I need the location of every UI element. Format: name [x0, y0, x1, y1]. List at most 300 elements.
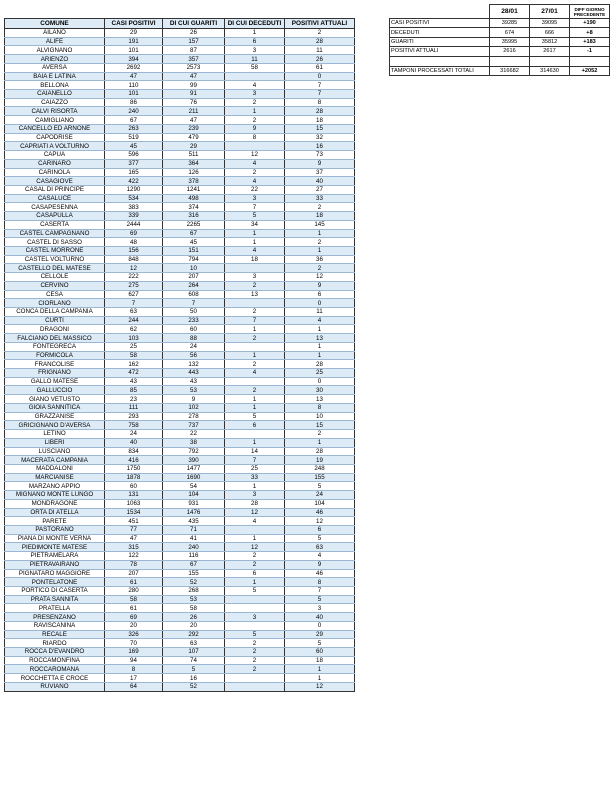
cell-guariti: 52 — [163, 682, 225, 691]
table-row — [5, 499, 355, 508]
cell-comune: GALLO MATESE — [5, 377, 105, 386]
cell-comune: ROCCAMONFINA — [5, 656, 105, 665]
table-row — [5, 185, 355, 194]
table-row — [5, 255, 355, 264]
cell-deceduti: 3 — [225, 90, 285, 99]
cell-deceduti — [225, 377, 285, 386]
cell-deceduti — [225, 72, 285, 81]
table-row — [5, 107, 355, 116]
cell-comune: MONDRAGONE — [5, 499, 105, 508]
cell-deceduti: 1 — [225, 578, 285, 587]
cell-guariti: 104 — [163, 491, 225, 500]
summary-cell-diff: +8 — [570, 28, 610, 37]
summary-row — [390, 66, 610, 75]
cell-casi-positivi: 48 — [105, 238, 163, 247]
cell-guariti: 364 — [163, 159, 225, 168]
cell-casi-positivi: 383 — [105, 203, 163, 212]
cell-guariti: 132 — [163, 360, 225, 369]
cell-comune: RIARDO — [5, 639, 105, 648]
cell-guariti: 20 — [163, 621, 225, 630]
table-row — [5, 325, 355, 334]
table-row — [5, 682, 355, 691]
cell-deceduti: 4 — [225, 159, 285, 168]
cell-deceduti: 34 — [225, 220, 285, 229]
cell-positivi-attuali: 73 — [285, 151, 355, 160]
cell-guariti: 53 — [163, 595, 225, 604]
cell-comune: ROCCAROMANA — [5, 665, 105, 674]
cell-comune: CASAGIOVE — [5, 177, 105, 186]
cell-guariti: 116 — [163, 552, 225, 561]
cell-comune: LETINO — [5, 430, 105, 439]
summary-row — [390, 56, 610, 66]
cell-positivi-attuali: 28 — [285, 447, 355, 456]
cell-positivi-attuali: 11 — [285, 308, 355, 317]
cell-deceduti: 22 — [225, 185, 285, 194]
cell-guariti: 52 — [163, 578, 225, 587]
cell-guariti: 45 — [163, 238, 225, 247]
cell-comune: FRANCOLISE — [5, 360, 105, 369]
cell-comune: GRICIGNANO D'AVERSA — [5, 421, 105, 430]
cell-guariti: 1477 — [163, 464, 225, 473]
cell-positivi-attuali: 13 — [285, 395, 355, 404]
cell-comune: FONTEGRECA — [5, 342, 105, 351]
cell-comune: PIANA DI MONTE VERNA — [5, 534, 105, 543]
summary-cell-label: TAMPONI PROCESSATI TOTALI — [390, 66, 490, 75]
summary-cell-previous — [530, 56, 570, 66]
cell-comune: CONCA DELLA CAMPANIA — [5, 308, 105, 317]
cell-guariti: 56 — [163, 351, 225, 360]
summary-cell-previous: 314630 — [530, 66, 570, 75]
cell-deceduti: 2 — [225, 639, 285, 648]
cell-casi-positivi: 62 — [105, 325, 163, 334]
cell-casi-positivi: 1063 — [105, 499, 163, 508]
cell-positivi-attuali: 60 — [285, 648, 355, 657]
summary-cell-label: GUARITI — [390, 37, 490, 46]
summary-cell-previous: 35812 — [530, 37, 570, 46]
cell-comune: CAIAZZO — [5, 98, 105, 107]
cell-casi-positivi: 758 — [105, 421, 163, 430]
cell-positivi-attuali: 1 — [285, 665, 355, 674]
cell-deceduti — [225, 595, 285, 604]
cell-guariti: 58 — [163, 604, 225, 613]
cell-guariti: 1241 — [163, 185, 225, 194]
cell-casi-positivi: 70 — [105, 639, 163, 648]
cell-guariti: 157 — [163, 37, 225, 46]
cell-guariti: 737 — [163, 421, 225, 430]
cell-comune: CAMIGLIANO — [5, 116, 105, 125]
cell-guariti: 99 — [163, 81, 225, 90]
cell-positivi-attuali: 27 — [285, 185, 355, 194]
cell-casi-positivi: 86 — [105, 98, 163, 107]
cell-casi-positivi: 69 — [105, 229, 163, 238]
cell-casi-positivi: 2444 — [105, 220, 163, 229]
table-row — [5, 430, 355, 439]
table-row — [5, 508, 355, 517]
cell-positivi-attuali: 8 — [285, 403, 355, 412]
table-row — [5, 290, 355, 299]
table-row — [5, 517, 355, 526]
table-row — [5, 229, 355, 238]
cell-casi-positivi: 8 — [105, 665, 163, 674]
cell-casi-positivi: 63 — [105, 308, 163, 317]
table-row — [5, 220, 355, 229]
cell-guariti: 240 — [163, 543, 225, 552]
cell-positivi-attuali: 28 — [285, 360, 355, 369]
table-row — [5, 281, 355, 290]
cell-deceduti: 1 — [225, 482, 285, 491]
cell-guariti: 91 — [163, 90, 225, 99]
cell-comune: FALCIANO DEL MASSICO — [5, 334, 105, 343]
cell-deceduti: 2 — [225, 308, 285, 317]
table-row — [5, 456, 355, 465]
table-row — [5, 81, 355, 90]
cell-deceduti — [225, 142, 285, 151]
cell-comune: CASTEL MORRONE — [5, 246, 105, 255]
cell-guariti: 87 — [163, 46, 225, 55]
cell-deceduti: 3 — [225, 491, 285, 500]
cell-guariti: 151 — [163, 246, 225, 255]
table-row — [5, 63, 355, 72]
summary-cell-diff: -1 — [570, 47, 610, 56]
cell-positivi-attuali: 1 — [285, 229, 355, 238]
summary-cell-previous: 666 — [530, 28, 570, 37]
cell-comune: LUSCIANO — [5, 447, 105, 456]
cell-positivi-attuali: 5 — [285, 595, 355, 604]
summary-header-row — [390, 5, 610, 19]
summary-cell-diff: +190 — [570, 19, 610, 28]
cell-casi-positivi: 416 — [105, 456, 163, 465]
cell-casi-positivi: 339 — [105, 212, 163, 221]
cell-casi-positivi: 1878 — [105, 473, 163, 482]
cell-casi-positivi: 45 — [105, 142, 163, 151]
cell-positivi-attuali: 7 — [285, 587, 355, 596]
cell-casi-positivi: 627 — [105, 290, 163, 299]
cell-comune: CASTEL VOLTURNO — [5, 255, 105, 264]
cell-positivi-attuali: 30 — [285, 386, 355, 395]
cell-guariti: 794 — [163, 255, 225, 264]
cell-casi-positivi: 534 — [105, 194, 163, 203]
cell-positivi-attuali: 2 — [285, 203, 355, 212]
cell-deceduti: 4 — [225, 177, 285, 186]
cell-positivi-attuali: 4 — [285, 316, 355, 325]
cell-guariti: 74 — [163, 656, 225, 665]
cell-deceduti: 5 — [225, 412, 285, 421]
cell-deceduti: 12 — [225, 543, 285, 552]
cell-deceduti: 5 — [225, 587, 285, 596]
cell-positivi-attuali: 2 — [285, 430, 355, 439]
table-row — [5, 525, 355, 534]
cell-comune: CASTELLO DEL MATESE — [5, 264, 105, 273]
cell-casi-positivi: 156 — [105, 246, 163, 255]
cell-casi-positivi: 244 — [105, 316, 163, 325]
cell-positivi-attuali: 5 — [285, 534, 355, 543]
cell-guariti: 608 — [163, 290, 225, 299]
cell-deceduti: 2 — [225, 552, 285, 561]
cell-positivi-attuali: 248 — [285, 464, 355, 473]
cell-deceduti: 18 — [225, 255, 285, 264]
cell-casi-positivi: 77 — [105, 525, 163, 534]
cell-guariti: 357 — [163, 55, 225, 64]
cell-casi-positivi: 12 — [105, 264, 163, 273]
cell-guariti: 316 — [163, 212, 225, 221]
table-row — [5, 133, 355, 142]
cell-deceduti — [225, 299, 285, 308]
summary-cell-current: 35995 — [490, 37, 530, 46]
cell-positivi-attuali: 5 — [285, 639, 355, 648]
cell-casi-positivi: 222 — [105, 273, 163, 282]
cell-guariti: 207 — [163, 273, 225, 282]
cell-positivi-attuali: 2 — [285, 264, 355, 273]
cell-deceduti: 2 — [225, 665, 285, 674]
cell-positivi-attuali: 16 — [285, 142, 355, 151]
cell-guariti: 29 — [163, 142, 225, 151]
cell-casi-positivi: 293 — [105, 412, 163, 421]
cell-positivi-attuali: 25 — [285, 369, 355, 378]
cell-comune: GRAZZANISE — [5, 412, 105, 421]
cell-comune: CASAL DI PRINCIPE — [5, 185, 105, 194]
cell-positivi-attuali: 1 — [285, 351, 355, 360]
table-row — [5, 639, 355, 648]
cell-guariti: 88 — [163, 334, 225, 343]
cell-guariti: 378 — [163, 177, 225, 186]
cell-positivi-attuali: 36 — [285, 255, 355, 264]
summary-cell-label: DECEDUTI — [390, 28, 490, 37]
cell-guariti: 155 — [163, 569, 225, 578]
table-row — [5, 90, 355, 99]
cell-guariti: 60 — [163, 325, 225, 334]
cell-casi-positivi: 67 — [105, 116, 163, 125]
cell-comune: CALVI RISORTA — [5, 107, 105, 116]
cell-deceduti: 2 — [225, 98, 285, 107]
cell-casi-positivi: 191 — [105, 37, 163, 46]
table-row — [5, 37, 355, 46]
cell-guariti: 67 — [163, 560, 225, 569]
cell-positivi-attuali: 40 — [285, 613, 355, 622]
table-row — [5, 613, 355, 622]
cell-guariti: 268 — [163, 587, 225, 596]
cell-deceduti — [225, 264, 285, 273]
cell-deceduti — [225, 604, 285, 613]
cell-guariti: 102 — [163, 403, 225, 412]
cell-comune: CANCELLO ED ARNONE — [5, 124, 105, 133]
cell-positivi-attuali: 11 — [285, 46, 355, 55]
cell-positivi-attuali: 3 — [285, 604, 355, 613]
table-header-row — [5, 19, 355, 29]
cell-comune: AILANO — [5, 29, 105, 38]
table-row — [5, 360, 355, 369]
cell-guariti: 479 — [163, 133, 225, 142]
table-row — [5, 648, 355, 657]
summary-cell-diff — [570, 56, 610, 66]
cell-casi-positivi: 315 — [105, 543, 163, 552]
summary-cell-previous: 2617 — [530, 47, 570, 56]
cell-casi-positivi: 169 — [105, 648, 163, 657]
table-row — [5, 369, 355, 378]
table-row — [5, 578, 355, 587]
cell-positivi-attuali: 4 — [285, 552, 355, 561]
cell-positivi-attuali: 9 — [285, 560, 355, 569]
cell-positivi-attuali: 155 — [285, 473, 355, 482]
cell-casi-positivi: 20 — [105, 621, 163, 630]
table-row — [5, 177, 355, 186]
cell-casi-positivi: 61 — [105, 578, 163, 587]
cell-casi-positivi: 101 — [105, 90, 163, 99]
cell-guariti: 16 — [163, 674, 225, 683]
cell-positivi-attuali: 19 — [285, 456, 355, 465]
cell-deceduti: 5 — [225, 630, 285, 639]
table-row — [5, 630, 355, 639]
cell-deceduti: 11 — [225, 55, 285, 64]
cell-casi-positivi: 596 — [105, 151, 163, 160]
cell-deceduti: 4 — [225, 246, 285, 255]
cell-comune: PARETE — [5, 517, 105, 526]
cell-positivi-attuali: 18 — [285, 212, 355, 221]
cell-deceduti: 1 — [225, 351, 285, 360]
cell-deceduti: 2 — [225, 560, 285, 569]
cell-guariti: 390 — [163, 456, 225, 465]
table-row — [5, 386, 355, 395]
table-row — [5, 55, 355, 64]
table-row — [5, 543, 355, 552]
cell-positivi-attuali: 1 — [285, 246, 355, 255]
cell-positivi-attuali: 29 — [285, 630, 355, 639]
cell-comune: AVERSA — [5, 63, 105, 72]
cell-casi-positivi: 110 — [105, 81, 163, 90]
cell-comune: CASALUCE — [5, 194, 105, 203]
cell-casi-positivi: 422 — [105, 177, 163, 186]
cell-guariti: 2573 — [163, 63, 225, 72]
cell-deceduti: 8 — [225, 133, 285, 142]
cell-guariti: 443 — [163, 369, 225, 378]
cell-casi-positivi: 165 — [105, 168, 163, 177]
table-row — [5, 482, 355, 491]
cell-comune: CAPRIATI A VOLTURNO — [5, 142, 105, 151]
cell-casi-positivi: 78 — [105, 560, 163, 569]
cell-comune: BAIA E LATINA — [5, 72, 105, 81]
cell-comune: FORMICOLA — [5, 351, 105, 360]
summary-header-date-current: 28/01 — [490, 5, 530, 19]
table-row — [5, 552, 355, 561]
cell-guariti: 233 — [163, 316, 225, 325]
cell-comune: RECALE — [5, 630, 105, 639]
table-row — [5, 194, 355, 203]
cell-deceduti: 13 — [225, 290, 285, 299]
cell-comune: MIGNANO MONTE LUNGO — [5, 491, 105, 500]
cell-positivi-attuali: 2 — [285, 238, 355, 247]
cell-deceduti: 1 — [225, 534, 285, 543]
cell-casi-positivi: 519 — [105, 133, 163, 142]
table-row — [5, 168, 355, 177]
cell-guariti: 76 — [163, 98, 225, 107]
cell-positivi-attuali: 18 — [285, 116, 355, 125]
cell-deceduti: 6 — [225, 421, 285, 430]
cell-comune: ROCCHETTA E CROCE — [5, 674, 105, 683]
cell-casi-positivi: 275 — [105, 281, 163, 290]
summary-header-diff: DIFF GIORNO PRECEDENTE — [570, 5, 610, 19]
table-row — [5, 264, 355, 273]
cell-deceduti: 1 — [225, 395, 285, 404]
cell-casi-positivi: 85 — [105, 386, 163, 395]
cell-deceduti: 1 — [225, 238, 285, 247]
cell-comune: ALIFE — [5, 37, 105, 46]
cell-positivi-attuali: 13 — [285, 334, 355, 343]
cell-casi-positivi: 7 — [105, 299, 163, 308]
cell-deceduti: 2 — [225, 648, 285, 657]
table-row — [5, 334, 355, 343]
cell-casi-positivi: 24 — [105, 430, 163, 439]
column-header-deceduti: DI CUI DECEDUTI — [225, 19, 285, 29]
cell-positivi-attuali: 0 — [285, 72, 355, 81]
summary-header-date-previous: 27/01 — [530, 5, 570, 19]
cell-casi-positivi: 472 — [105, 369, 163, 378]
cell-deceduti: 4 — [225, 517, 285, 526]
cell-comune: CURTI — [5, 316, 105, 325]
cell-deceduti — [225, 342, 285, 351]
cell-positivi-attuali: 1 — [285, 325, 355, 334]
cell-positivi-attuali: 6 — [285, 525, 355, 534]
cell-deceduti: 1 — [225, 107, 285, 116]
cell-deceduti: 3 — [225, 613, 285, 622]
cell-deceduti: 9 — [225, 124, 285, 133]
cell-guariti: 67 — [163, 229, 225, 238]
table-row — [5, 124, 355, 133]
cell-casi-positivi: 451 — [105, 517, 163, 526]
table-row — [5, 604, 355, 613]
cell-deceduti: 28 — [225, 499, 285, 508]
table-row — [5, 464, 355, 473]
cell-deceduti: 4 — [225, 81, 285, 90]
cell-positivi-attuali: 7 — [285, 90, 355, 99]
cell-positivi-attuali: 8 — [285, 578, 355, 587]
summary-cell-current: 674 — [490, 28, 530, 37]
cell-comune: MADDALONI — [5, 464, 105, 473]
table-row — [5, 203, 355, 212]
cell-deceduti — [225, 525, 285, 534]
table-row — [5, 438, 355, 447]
table-row — [5, 316, 355, 325]
cell-casi-positivi: 1750 — [105, 464, 163, 473]
cell-comune: CIORLANO — [5, 299, 105, 308]
cell-positivi-attuali: 7 — [285, 81, 355, 90]
cell-comune: ARIENZO — [5, 55, 105, 64]
table-row — [5, 447, 355, 456]
table-row — [5, 72, 355, 81]
cell-guariti: 26 — [163, 613, 225, 622]
cell-casi-positivi: 834 — [105, 447, 163, 456]
summary-cell-label: POSITIVI ATTUALI — [390, 47, 490, 56]
cell-comune: CARINARO — [5, 159, 105, 168]
cell-comune: RUVIANO — [5, 682, 105, 691]
table-row — [5, 421, 355, 430]
cell-positivi-attuali: 0 — [285, 299, 355, 308]
table-row — [5, 656, 355, 665]
summary-cell-previous: 39095 — [530, 19, 570, 28]
cell-comune: ORTA DI ATELLA — [5, 508, 105, 517]
cell-guariti: 1690 — [163, 473, 225, 482]
cell-deceduti: 2 — [225, 116, 285, 125]
cell-comune: CAIANELLO — [5, 90, 105, 99]
cell-comune: CESA — [5, 290, 105, 299]
cell-positivi-attuali: 12 — [285, 517, 355, 526]
cell-comune: PONTELATONE — [5, 578, 105, 587]
cell-positivi-attuali: 32 — [285, 133, 355, 142]
table-row — [5, 98, 355, 107]
cell-comune: ROCCA D'EVANDRO — [5, 648, 105, 657]
cell-positivi-attuali: 5 — [285, 482, 355, 491]
cell-guariti: 26 — [163, 29, 225, 38]
cell-guariti: 211 — [163, 107, 225, 116]
cell-comune: GIANO VETUSTO — [5, 395, 105, 404]
